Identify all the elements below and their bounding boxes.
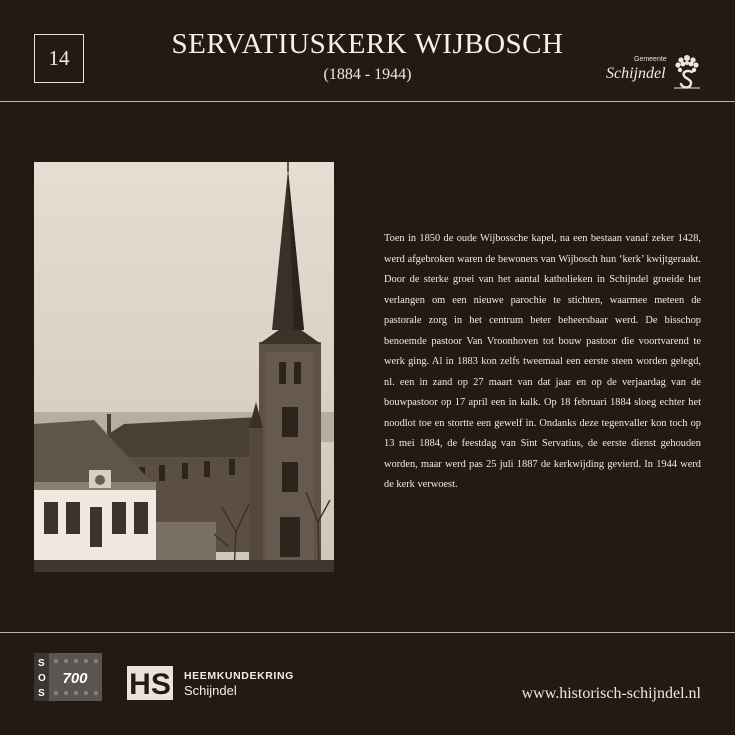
sos-700-logo: [34, 653, 102, 701]
page-subtitle: (1884 - 1944): [323, 66, 412, 83]
body-text: Toen in 1850 de oude Wijbossche kapel, na een bestaan vanaf zeker 1428, werd afgebroken waren de bewoners van Wijbosch hun ‘kerk’ kwijtgeraakt. Door de sterke groei van het aantal katholieken in Schijndel groeide het verlangen om een nieuwe parochie te stichten, waarmee meteen de pastorale zorg in het centrum beter beheersbaar werd. De bisschop benoemde pastoor Van Vroonhoven tot bouw pastoor die voortvarend te werk ging. Al in 1883 kon zelfs tweemaal een eerste steen worden gelegd, nl. een in zand op 27 maart van dat jaar en op de verjaardag van de bouwpastoor op 17 april een in kalk. Op 18 februari 1884 sloeg echter het noodlot toe en stortte een gewelf in. Ondanks deze tegenvaller kon toch op 13 mei 1884, de feestdag van Sint Servatius, de eerste dienst gehouden worden, maar werd pas 25 juli 1887 de kerkwijding gevierd. In 1944 werd de kerk verwoest.: [384, 233, 701, 490]
page-title: SERVATIUSKERK WIJBOSCH: [171, 28, 564, 60]
municipality-logo: [604, 52, 704, 92]
tree-s-emblem-icon: [670, 52, 704, 90]
heemkundekring-name: HEEMKUNDEKRING: [184, 670, 294, 682]
sos-number: 700: [62, 670, 88, 687]
sos-letter-s2: S: [38, 688, 45, 699]
municipality-label: Gemeente: [634, 56, 667, 63]
sos-letter-o: O: [38, 673, 46, 684]
church-photo: [34, 162, 334, 572]
heemkundekring-place: Schijndel: [184, 683, 237, 698]
municipality-name: Schijndel: [606, 65, 666, 82]
panel-number: 14: [48, 46, 70, 70]
hs-mark-text: HS: [129, 668, 171, 700]
footer-divider: [0, 632, 735, 633]
hs-logo-mark: [127, 666, 173, 700]
header-divider: [0, 101, 735, 102]
website-url: www.historisch-schijndel.nl: [521, 685, 701, 702]
sos-letter-s1: S: [38, 658, 45, 669]
